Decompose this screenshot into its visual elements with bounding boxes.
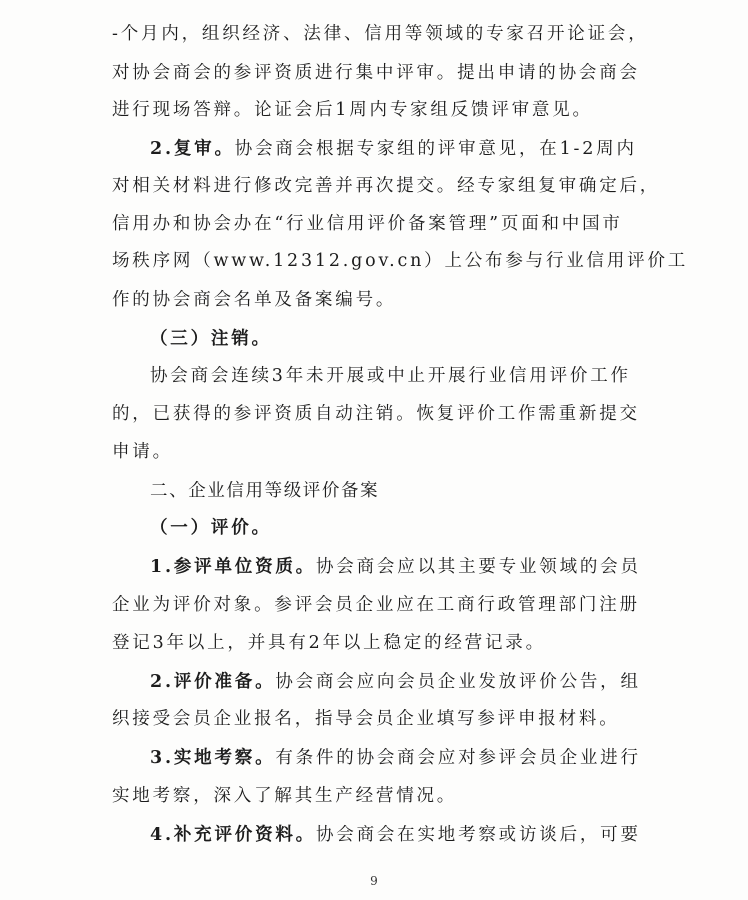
item-text: 协会商会在实地考察或访谈后，可要 [315, 825, 641, 845]
paragraph-line: 对相关材料进行修改完善并再次提交。经专家组复审确定后， [112, 176, 661, 196]
paragraph-line [150, 746, 641, 770]
section-subheading: （三）注销。 [150, 329, 272, 349]
paragraph-line: 的，已获得的参评资质自动注销。恢复评价工作需重新提交 [112, 404, 640, 424]
paragraph-line [150, 555, 641, 579]
section-heading: 二、企业信用等级评价备案 [150, 481, 380, 501]
item-text: 协会商会应以其主要专业领域的会员 [315, 557, 641, 577]
paragraph-line: 申请。 [112, 442, 173, 462]
paragraph-line: 协会商会连续3年未开展或中止开展行业信用评价工作 [150, 366, 631, 386]
paragraph-line: 对协会商会的参评资质进行集中评审。提出申请的协会商会 [112, 63, 640, 83]
paragraph-line [150, 137, 637, 161]
paragraph-line: 场秩序网（www.12312.gov.cn）上公布参与行业信用评价工 [112, 251, 689, 271]
paragraph-line: 织接受会员企业报名，指导会员企业填写参评申报材料。 [112, 709, 620, 729]
item-text: 协会商会根据专家组的评审意见，在1-2周内 [234, 139, 637, 159]
page-number: 9 [370, 874, 378, 888]
paragraph-line [150, 670, 641, 694]
paragraph-line: 信用办和协会办在“行业信用评价备案管理”页面和中国市 [112, 214, 623, 234]
item-text: 协会商会应向会员企业发放评价公告，组 [275, 672, 641, 692]
item-heading: 2.复审。 [150, 139, 235, 159]
paragraph-line: 实地考察，深入了解其生产经营情况。 [112, 786, 458, 806]
paragraph-line: 进行现场答辩。论证会后1周内专家组反馈评审意见。 [112, 100, 593, 120]
paragraph-line: 企业为评价对象。参评会员企业应在工商行政管理部门注册 [112, 595, 640, 615]
section-subheading: （一）评价。 [150, 518, 272, 538]
item-heading: 3.实地考察。 [150, 748, 276, 768]
paragraph-line: 作的协会商会名单及备案编号。 [112, 290, 397, 310]
paragraph-line: 登记3年以上，并具有2年以上稳定的经营记录。 [112, 633, 546, 653]
paragraph-line: -个月内，组织经济、法律、信用等领域的专家召开论证会， [112, 24, 649, 44]
item-heading: 4.补充评价资料。 [150, 825, 316, 845]
item-heading: 2.评价准备。 [150, 672, 276, 692]
paragraph-line [150, 823, 641, 847]
item-heading: 1.参评单位资质。 [150, 557, 316, 577]
item-text: 有条件的协会商会应对参评会员企业进行 [275, 748, 641, 768]
